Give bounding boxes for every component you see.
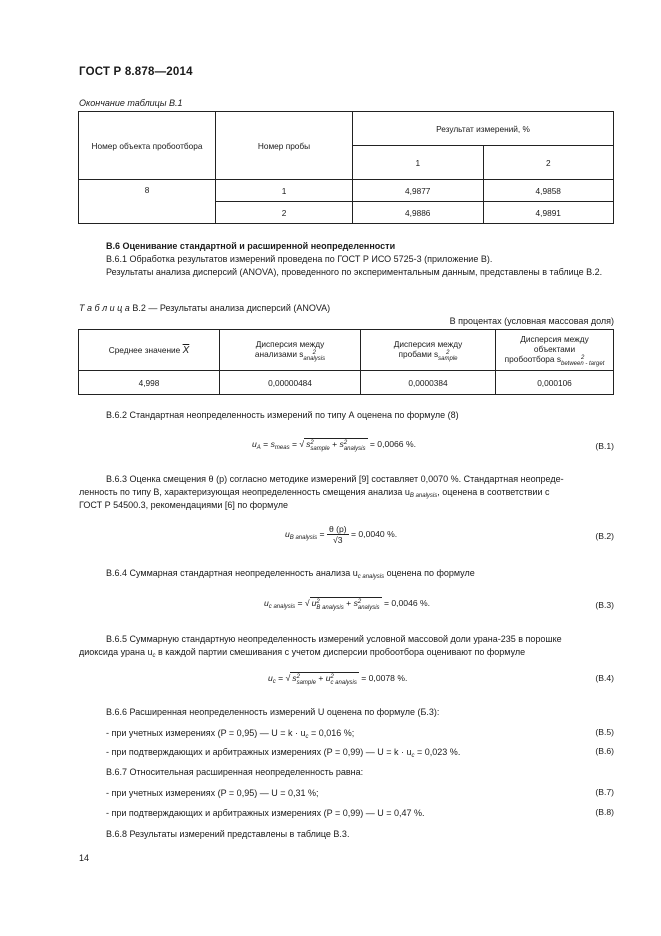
equation-number: (В.7) bbox=[595, 787, 614, 797]
line-b5: - при учетных измерениях (P = 0,95) — $U = k \cdot u_c = 0,016$ %; bbox=[106, 728, 355, 740]
table2-cell-sample: 0,0000384 bbox=[361, 371, 496, 395]
line-b6: - при подтверждающих и арбитражных измерениях (P = 0,99) — $U = k \cdot u_c = 0,023$ %. bbox=[106, 747, 461, 759]
paragraph-b61: В.6.1 Обработка результатов измерений проведена по ГОСТ Р ИСО 5725-3 (приложение В). bbox=[106, 254, 493, 264]
table2-cell-mean: 4,998 bbox=[79, 371, 220, 395]
equation-number: (В.5) bbox=[595, 727, 614, 737]
page-number: 14 bbox=[79, 853, 90, 863]
equation-b3: $u_{c analysis}$ = √ u2 B analysis + s2 analysis = 0,0046 %. bbox=[264, 598, 431, 611]
section-heading: В.6 Оценивание стандартной и расширенной неопределенности bbox=[106, 241, 396, 251]
table1-cell-v1: 4,9886 bbox=[353, 202, 484, 224]
paragraph-b67: В.6.7 Относительная расширенная неопределенность равна: bbox=[106, 767, 364, 777]
equation-number: (В.1) bbox=[595, 441, 614, 451]
table2-title-text: В.2 — Результаты анализа дисперсий (ANOVA) bbox=[132, 303, 331, 313]
equation-b1: $u_A = s_{meas}$ = √ s2 sample + s2 analysis = 0,0066 %. bbox=[252, 439, 416, 452]
line-b8: - при подтверждающих и арбитражных измерениях (P = 0,99) — U = 0,47 %. bbox=[106, 808, 425, 818]
paragraph-b63-line2: ленность по типу В, характеризующая неопределенность смещения анализа $u_{B analysis}$, оценена в соответствии с bbox=[79, 487, 550, 499]
document-code: ГОСТ Р 8.878—2014 bbox=[79, 66, 193, 78]
table1-cell-sample: 2 bbox=[216, 202, 353, 224]
equation-b2: $u_{B analysis}$ = $\frac{\theta (p)}{√3}$ = 0,0040 %. bbox=[285, 524, 398, 545]
table1-cell-object: 8 bbox=[79, 180, 216, 224]
table1 bbox=[78, 111, 614, 224]
equation-number: (В.2) bbox=[595, 531, 614, 541]
table1-header-2: 2 bbox=[483, 146, 614, 180]
table1-cell-sample: 1 bbox=[216, 180, 353, 202]
table1-cell-v1: 4,9877 bbox=[353, 180, 484, 202]
equation-number: (В.4) bbox=[595, 673, 614, 683]
paragraph-b64: В.6.4 Суммарная стандартная неопределенность анализа $u_{c analysis}$ оценена по формуле bbox=[106, 568, 475, 580]
table1-header-object: Номер объекта пробоотбора bbox=[79, 112, 216, 180]
paragraph-b62: В.6.2 Стандартная неопределенность измерений по типу А оценена по формуле (8) bbox=[106, 410, 459, 420]
table2-cell-between: 0,000106 bbox=[496, 371, 614, 395]
table-row bbox=[79, 180, 614, 202]
equation-number: (В.3) bbox=[595, 600, 614, 610]
table1-header-sample: Номер пробы bbox=[216, 112, 353, 180]
paragraph-b65: В.6.5 Суммарную стандартную неопределенность измерений условной массовой доли урана-235 в порошке bbox=[106, 634, 562, 644]
table2-header-analysis: Дисперсия между анализами s 2 analysis bbox=[220, 330, 361, 371]
equation-number: (В.8) bbox=[595, 807, 614, 817]
equation-number: (В.6) bbox=[595, 746, 614, 756]
table2-cell-analysis: 0,00000484 bbox=[220, 371, 361, 395]
paragraph-b63-line3: ГОСТ Р 54500.3, рекомендациями [6] по формуле bbox=[79, 500, 288, 510]
table2-header-sample: Дисперсия между пробами s 2 sample bbox=[361, 330, 496, 371]
paragraph-anova: Результаты анализа дисперсий (ANOVA), проведенного по экспериментальным данным, представлены в таблице В.2. bbox=[106, 267, 603, 277]
equation-b4: $u_c$ = √ s2 sample + u2 c analysis = 0,0078 %. bbox=[268, 673, 408, 686]
table2-header-between: Дисперсия между объектами пробоотбора s 2 between - target bbox=[496, 330, 614, 371]
table1-header-result: Результат измерений, % bbox=[353, 112, 614, 146]
table2 bbox=[78, 329, 614, 395]
paragraph-b63: В.6.3 Оценка смещения θ (p) согласно методике измерений [9] составляет 0,0070 %. Стандартная неопреде- bbox=[106, 474, 564, 484]
table1-cell-v2: 4,9891 bbox=[483, 202, 614, 224]
table1-caption: Окончание таблицы В.1 bbox=[79, 98, 183, 108]
line-b7: - при учетных измерениях (P = 0,95) — U = 0,31 %; bbox=[106, 788, 319, 798]
paragraph-b66: В.6.6 Расширенная неопределенность измерений U оценена по формуле (Б.3): bbox=[106, 707, 440, 717]
table1-header-1: 1 bbox=[353, 146, 484, 180]
paragraph-b68: В.6.8 Результаты измерений представлены в таблице В.3. bbox=[106, 829, 350, 839]
table-row bbox=[79, 371, 614, 395]
table2-title-prefix: Т а б л и ц а bbox=[79, 303, 130, 313]
table1-cell-v2: 4,9858 bbox=[483, 180, 614, 202]
table2-units: В процентах (условная массовая доля) bbox=[449, 316, 614, 326]
paragraph-b65-line2: диоксида урана $u_c$ в каждой партии смешивания с учетом дисперсии пробоотбора оценивают по формуле bbox=[79, 647, 526, 659]
table2-header-mean: Среднее значение $\overline{X}$ bbox=[79, 330, 220, 371]
x-bar-symbol: $\overline{X}$ bbox=[182, 344, 190, 356]
table2-title bbox=[79, 302, 330, 315]
